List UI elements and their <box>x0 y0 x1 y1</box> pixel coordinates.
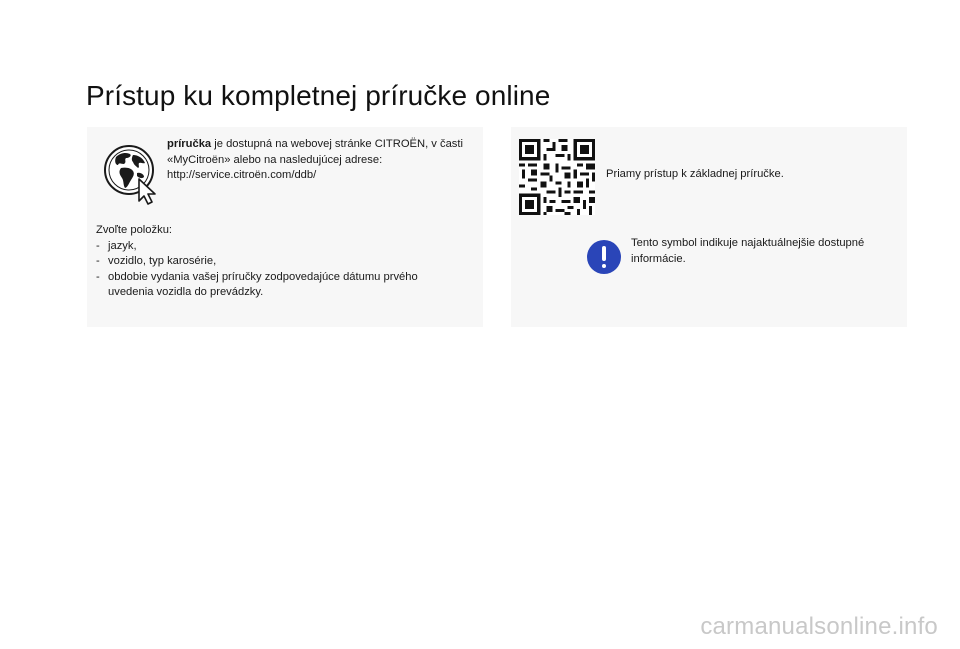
choose-section <box>96 223 476 301</box>
page-title: Prístup ku kompletnej príručke online <box>86 80 551 111</box>
intro-text <box>167 137 472 184</box>
list-item: - obdobie vydania vašej príručky zodpovedajúce dátumu prvého uvedenia vozidla do prevádzky. <box>96 270 476 301</box>
manual-keyword: príručka <box>167 138 212 150</box>
qr-code-icon[interactable] <box>519 139 595 215</box>
choose-label: Zvoľte položku: <box>96 224 173 236</box>
online-manual-panel <box>87 127 483 327</box>
watermark: carmanualsonline.info <box>700 613 938 640</box>
choose-list <box>96 239 476 301</box>
globe-cursor-icon <box>102 143 164 205</box>
info-description: Tento symbol indikuje najaktuálnejšie dostupné informácie. <box>631 237 865 265</box>
list-item: - vozidlo, typ karosérie, <box>96 254 476 270</box>
list-item: - jazyk, <box>96 239 476 255</box>
quick-access-panel <box>511 127 907 327</box>
intro-rest: je dostupná na webovej stránke CITROËN, v časti «MyCitroën» alebo na nasledujúcej adrese: <box>167 138 463 166</box>
qr-description: Priamy prístup k základnej príručke. <box>606 168 784 180</box>
manual-url[interactable]: http://service.citroën.com/ddb/ <box>167 169 317 181</box>
exclamation-info-icon <box>587 240 621 274</box>
